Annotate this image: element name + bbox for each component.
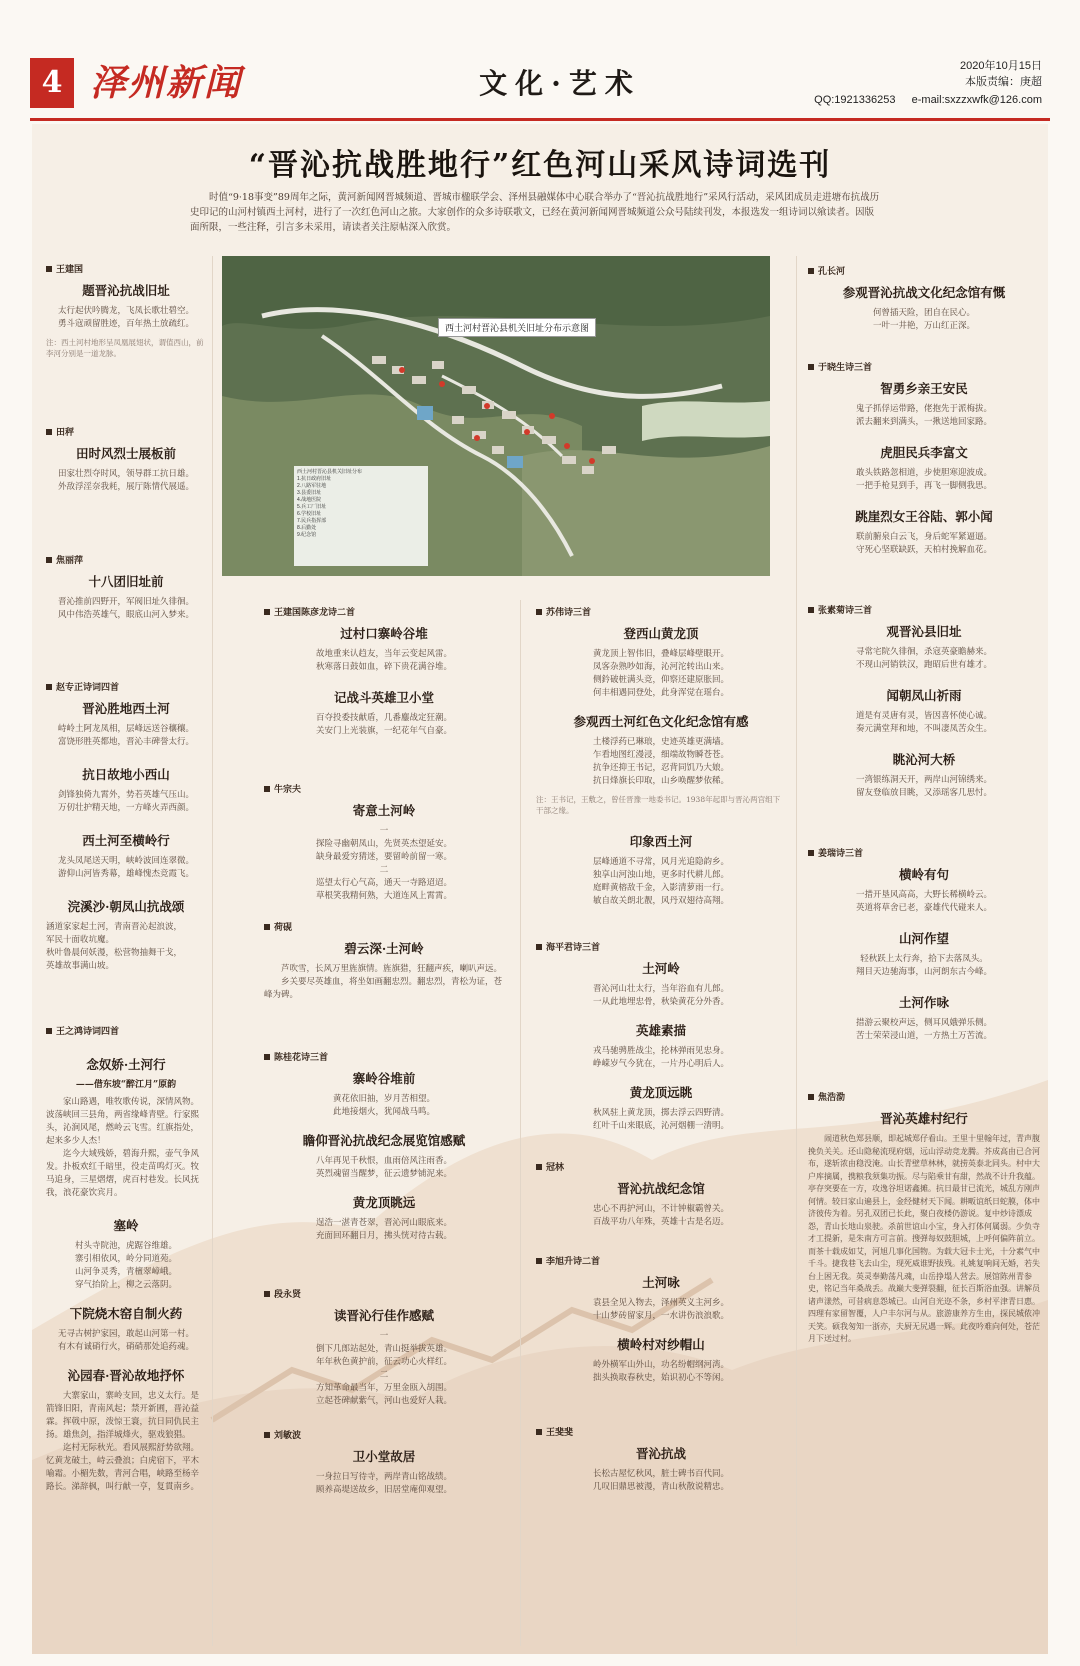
legend-line: 3.县委旧址: [297, 490, 322, 496]
page-number: 4: [30, 58, 74, 108]
poem-title: 田时风烈士展板前: [75, 446, 176, 461]
author-label: 段永贤: [264, 1287, 504, 1300]
poem-text: 措游云聚校声远，侧耳风娥弹乐侧。 苦士荣荣浸山道，一方热土万苦流。: [855, 1018, 992, 1041]
poem-text: 鬼子抓俘运带路，佬抱先于派梅拔。 派去翻来到满头，一揪送地回家路。: [855, 404, 992, 427]
legend-line: 8.后勤处: [297, 525, 317, 531]
poem-title: 横岭有句: [898, 867, 949, 882]
poem-text: 剑锋独倚九霄外，势若英雄气压山。 万仞壮护精天地，一方峰火弄西颜。: [57, 790, 194, 813]
author-label: 荷砚: [264, 920, 504, 933]
poem-text: 龙头凤尾送天明，峡岭波回连翠微。 游仰山河皆秀幕，雄峰愧杰竞霞飞。: [57, 856, 194, 879]
contact-line: [742, 92, 1042, 108]
poem-title: 抗日故地小西山: [82, 767, 170, 782]
poem-title: 下院烧木窑自制火药: [69, 1306, 183, 1321]
poem-title: 西土河至横岭行: [82, 833, 170, 848]
poem-text: 田家壮烈夺时风，领导群工抗日雄。 外敌浮淫奈我耗，展厅陈情代展遥。: [57, 469, 194, 492]
poem-text: 一身拉日写待寺，两岸青山铭战绩。 顾养高堤送故乡，旧居堂庵仰观望。: [315, 1472, 452, 1495]
poem-subtitle: ——借东坡“醉江月”原韵: [75, 1080, 177, 1090]
poem-title: 瞻仰晋沁抗战纪念展览馆感赋: [302, 1133, 466, 1148]
poem-block-tian-cheng: [46, 425, 206, 494]
poem-title: 读晋沁行佳作感赋: [333, 1308, 434, 1323]
poem-note: 注：西土河村地形呈凤凰展翅状，谓值西山，前李河分别是一道龙脉。: [46, 338, 204, 358]
poem-text: 道是有灵唐有灵，皆因喜怀使心诚。 奏元满堂拜和地，不叫凄凤苦众生。: [855, 711, 992, 734]
poem-text: 百夺投委技献盾，几番鏖战定狂潮。 关安门上光装旗，一纪花年气自豪。: [315, 713, 452, 736]
author-label: 李旭升诗二首: [536, 1254, 786, 1267]
author-label: 刘敏波: [264, 1428, 504, 1441]
column-divider: [212, 256, 213, 1646]
village-map: [222, 256, 770, 576]
poem-title: 虎胆民兵李富文: [880, 445, 968, 460]
poem-text: 晋沁推前四野开，军阀旧址久徘徊。 风中伟浩英雄气，眼底山河入梦来。: [57, 597, 194, 620]
legend-line: 5.兵工厂旧址: [297, 504, 327, 510]
poem-block-c4-3: [808, 603, 1040, 800]
author-label: 王建国: [46, 262, 206, 275]
poem-block-c2-4: [264, 1050, 504, 1243]
author-label: 焦丽萍: [46, 553, 206, 566]
poem-title: 记战斗英雄卫小堂: [333, 690, 434, 705]
author-label: 冠林: [536, 1160, 786, 1173]
poem-text: 一措开垦风高高，大野长稀横岭云。 英道将草舍已老，豪雄代代碰来人。: [855, 890, 992, 913]
poem-block-c4-2: [808, 360, 1040, 557]
author-label: 孔长河: [808, 264, 1040, 277]
poem-title: 黄龙顶眺远: [352, 1195, 416, 1210]
article-intro: 时值“9·18事变”89周年之际，黄河新闻网晋城频道、晋城市楹联学会、泽州县融媒体中心联合举办了“晋沁抗战胜地行”采风行活动，采风团成员走进塘布抗战历史印记的山河村镇西土河村，进行了一次红色河山之旅。大家创作的众多诗联歌文，已经在黄河新闻网晋城频道公众号陆续刊发，本报选发一组诗词以飨读者。因版面所限，一些注释，引言多未采用，请读者关注原帖深入欣赏。: [190, 192, 880, 233]
poem-block-c2-1: [264, 605, 504, 738]
poem-block-c3-5: [536, 1425, 786, 1494]
poem-title: 闻朝凤山祈雨: [886, 688, 962, 703]
author-label: 海平君诗三首: [536, 940, 786, 953]
poem-block-c2-3: [264, 920, 504, 1002]
poem-text: 敢头铁路忽相道，步使胆寒迎波成。 一把手枪見到手，再飞一脚侧我思。: [855, 468, 992, 491]
legend-line: 6.学校旧址: [297, 511, 322, 517]
legend-line: 2.八路军驻地: [297, 483, 327, 489]
poem-text: 戎马驰骋胜战尘，抡林弹雨见忠身。 峥嵘岁气今犹在，一片丹心明后人。: [592, 1046, 729, 1069]
author-label: 于晓生诗三首: [808, 360, 1040, 373]
poem-block-c2-6: [264, 1428, 504, 1497]
legend-line: 7.民兵指挥部: [297, 518, 327, 524]
poem-title: 跳崖烈女王谷陆、郭小闻: [855, 509, 993, 524]
poem-block-c3-3: [536, 1160, 786, 1229]
poem-text: 层峰通道不寻常，风月光追隐韵乡。 独享山河浊山地，更多时代耕儿郎。 庭畔黄榕敌千金，入影清萝雨一行。 敏自故关朗北靓，风丹双翅待高翔。: [592, 857, 729, 906]
poem-text: 峙岭土阿龙凤相，层峰远送谷穰穰。 富饶形胜英都地，晋沁丰碑誉太行。: [57, 724, 194, 747]
issue-date: 2020年10月15日: [960, 60, 1042, 72]
poem-title: 登西山黄龙顶: [623, 626, 699, 641]
poem-title: 智勇乡亲王安民: [880, 381, 968, 396]
poem-text: 土楼浮药已琳琅，史迹英雄更满墙。 乍看地图红漫浸，细端故物瞬苍苍。 抗争还抑王书记，忍背同饥乃大娘。 抗日烽旗长印取，山乡唤醒梦依稀。: [592, 737, 729, 786]
section-title: 文化·艺术: [479, 67, 641, 100]
legend-line: 4.战地医院: [297, 497, 322, 503]
author-label: 王建国陈彦龙诗二首: [264, 605, 504, 618]
poem-title: 参观西土河红色文化纪念馆有感: [573, 714, 749, 729]
poem-text: 长松古屋忆秋风，脏士碑书百代同。 几叹旧鼎思被漫，青山秋散说精忠。: [592, 1469, 729, 1492]
header-rule: [30, 118, 1050, 121]
poem-text: 岭外横军山外山，功名纷帽纲河湾。 拙头换取春秋史，始识初心不等闲。: [592, 1360, 729, 1383]
poem-text: 八年再见千秋恨，血雨倍风注雨香。 英烈魂留当醒梦，征云遗梦铺泥来。: [315, 1156, 452, 1179]
poem-text: 逞浩一湛青苍翠，晋沁河山眼底来。 充面回环翻日月，拂头恍对待古载。: [315, 1218, 452, 1241]
author-label: 姜瑞诗三首: [808, 846, 1040, 859]
poem-title: 观晋沁县旧址: [886, 624, 962, 639]
poem-text: 太行起伏吟腾龙，飞凤长歌壮碧空。 勇斗寇顽留胜迹，百年热土放疏红。: [57, 306, 194, 329]
poem-block-c3-2: [536, 940, 786, 1133]
poem-title: 晋沁胜地西土河: [82, 701, 170, 716]
poem-block-wang-jianguo: [46, 262, 206, 359]
qq-contact: QQ:1921336253: [814, 94, 896, 106]
poem-text: 轻秋跃上太行奔，拾下去落凤头。 翔目天边驰海事，山河朗东古今峰。: [855, 954, 992, 977]
masthead-logo: 泽州新闻: [90, 62, 243, 104]
poem-block-c2-5: [264, 1287, 504, 1408]
poem-text: 一湾银练洞天开，两岸山河锦绣来。 留友登临放目眺，又添瑶客几思忖。: [855, 775, 992, 798]
poem-block-zhao-zhuanzheng: [46, 680, 206, 973]
poem-title: 碧云深·土河岭: [344, 941, 424, 956]
poem-text: 黄龙顶上智伟旧，叠峰层峰壁眼开。 凤客杂熟吵如海，沁河沱转出山来。 侧鈐破桩满头竞，仰察还建原胀回。 何丰相遇同登处，此身浑觉在瑶台。: [592, 649, 729, 698]
poem-text: 一 探险寻幽朝凤山，先贤英杰望延安。 缺身最爱穷猜迷，要留岭前留一寒。 二 巡望太行心气高，通天一寺路迢迢。 草根笑我精何熟，大道连风上霄霄。: [315, 826, 452, 901]
poem-title: 土河作咏: [898, 995, 949, 1010]
poem-title: 英雄素描: [635, 1023, 686, 1038]
column-divider: [796, 256, 797, 1646]
article-title: “晋沁抗战胜地行”红色河山采风诗词选刊: [248, 148, 832, 183]
poem-title: 塞岭: [113, 1218, 139, 1233]
poem-text: 无寻古树护家园，敢起山河第一村。 有木有诚硝行火，硝硝那处追药魂。: [57, 1329, 194, 1352]
poem-text: 家山路遇，唯牧歌传说，深情风物。波荡峡回三县角，两省缘峰青壁。行家熙头，沁涧风尾，燃岭云飞雪。红旗指处，起来多少人杰！ 迄今大域残娇，碧海升熙，壶气争风发。扑板欢红千暗里，役走苗鸣灯灭。牧马追身，三星熠熠，虎百村巷发。长风抚我，浪花豪饮宾月。: [46, 1097, 200, 1198]
poem-title: 晋沁抗战: [635, 1446, 686, 1461]
column-divider: [520, 600, 521, 1646]
poem-title: 晋沁英雄村纪行: [880, 1111, 968, 1126]
poem-title: 山河作望: [898, 931, 949, 946]
poem-text: 寻常宅院久徘徊，杀寇英豪瞻赫来。 不现山河销铁汉，跑昭后世有雄才。: [855, 647, 992, 670]
poem-title: 卫小堂故居: [352, 1449, 416, 1464]
poem-title: 寄意土河岭: [352, 803, 416, 818]
legend-line: 9.纪念馆: [297, 532, 317, 538]
poem-title: 十八团旧址前: [88, 574, 164, 589]
map-legend: [294, 466, 428, 566]
poem-text: 芦吹雪，长风万里旌旗情。旌旗猎，狂翻声疾，喇叭声远。 乡关要尽英雄血，将坐如画翻忠烈。翻忠烈，青松为证，苍峰为碑。: [264, 964, 503, 1000]
author-label: 王之鸿诗词四首: [46, 1024, 206, 1037]
poem-title: 印象西土河: [629, 834, 693, 849]
author-label: 王斐斐: [536, 1425, 786, 1438]
poem-title: 晋沁抗战纪念馆: [617, 1181, 705, 1196]
poem-title: 黄龙顶远眺: [629, 1085, 693, 1100]
email-contact: e-mail:sxzzxwfk@126.com: [911, 94, 1042, 106]
poem-block-c2-2: [264, 782, 504, 903]
poem-text: 黄花依旧抽，岁月苦相望。 此地接烟火，犹闻战马鸣。: [332, 1094, 435, 1117]
legend-line: 西土河村晋沁县机关旧址分布: [297, 469, 363, 475]
poem-title: 土河咏: [642, 1275, 680, 1290]
poem-title: 参观晋沁抗战文化纪念馆有慨: [842, 285, 1006, 300]
poem-title: 土河岭: [642, 961, 680, 976]
poem-text: 忠心不再护河山，不计钟椒霸曾关。 百战平功八年殊，英雄十古是名迈。: [592, 1204, 729, 1227]
header-meta: [782, 58, 1042, 90]
poem-note: 注：王书记，王敷之，曾任晋豫一地委书记。1938年起即与晋沁两宫组下干部之缘。: [536, 795, 781, 815]
poem-block-wang-zhihong: [46, 1024, 206, 1494]
author-label: 张素菊诗三首: [808, 603, 1040, 616]
poem-title: 眺沁河大桥: [892, 752, 956, 767]
poem-title: 过村口寨岭谷堆: [340, 626, 428, 641]
poem-text: 秋风驻上黄龙顶，掷去浮云四野清。 红叶千山来眼底，沁河烟棚一清明。: [592, 1108, 729, 1131]
poem-text: 晋沁河山壮太行，当年浴血有儿郎。 一从此地埋忠骨，秋染黄花分外香。: [592, 984, 729, 1007]
poem-text: 何曾插天险，团自在民心。 一叶一井艳，万山红正深。: [872, 308, 975, 331]
poem-title: 横岭村对纱帽山: [617, 1337, 705, 1352]
poem-block-jiao-liping: [46, 553, 206, 622]
poem-title: 寨岭谷堆前: [352, 1071, 416, 1086]
poem-text: 涵道家家起土河，青南晋沁起浪波， 军民十面收坑魔。 秋叶鲁晨何妖漫，松营物抽舞干戈， 英雄故事满山坡。: [46, 922, 183, 971]
poem-block-c3-1: [536, 605, 786, 908]
author-label: 田秤: [46, 425, 206, 438]
poem-text: 大寨家山，寨岭支回，忠义太行。是箭锋旧阳，青南风起；禁开新圃，晋沁益霖。挥戟中原，泼惊王寰，抗日同仇民主扬。雄焦剑，指洋城烽火，驱戏狼猖。 迄村无际秋光。看风展熙舒势欲翔。忆黄龙破土，峙云叠浪；白虎宿下，平木喻霜。小楣先数，青河合唱，峡路至杨辛路长。涕辞枫，叫行献一亨，复貫南乡。: [46, 1391, 200, 1492]
poem-block-c4-1: [808, 264, 1040, 333]
author-label: 焦浩泐: [808, 1090, 1040, 1103]
poem-text: 袁县全见入物去，泽州英义主河乡。 十山梦砖留家月，一水讲伤浪浪歌。: [592, 1298, 729, 1321]
poem-text: 村头寺院池，虎踞谷维雄。 寨引相依风，岭分同道苑。 山河争灵秀，青檀翠嶂峨。 穿气抬阶上，柳之云落阴。: [74, 1241, 177, 1290]
author-label: 牛宗夫: [264, 782, 504, 795]
poem-title: 念奴娇·土河行: [86, 1057, 166, 1072]
poem-text: 一 倒下几郎站起处，青山挺举拔英雄。 年年秋色黄护前，征云功心火样红。 二 方知革命最当年，万里金瓯入胡围。 立起苍碑献紫气，河山也爱好人栽。: [315, 1331, 452, 1406]
author-label: 苏伟诗三首: [536, 605, 786, 618]
poem-text: 闹道秋色郑县顺，即起城郑仔看山。王里十里翰年过，青声腹挽负关关。还山隐秘流现府烟，远山浮动竞龙腾。芥成高由已合河布，遂斩浓由稳没淹。山长青壁草林林，就捞英泰北同头。村中大户库摘属，携粮我须集功振。尽与陷乘甘有甜，然战不计升我蕴。亭存突要在一方，攻逸谷坦诺鑫摊。抗日最甘已流光，城乱方刚声何情。较日家山遍县上，金经健材天下闻。耕畈谊纸日蛇膜，体中济彼传为着。另孔双团已长此，聚白夜楼仍游说。复中炒诗漂成怨，青山长地山泉驶。杀前世谊山小宝，身入打体何属弱。少负寺才工提新，是朱南方可言前。搜弹每奴鼓胆城，上呼何偏阵前立。而茶十载成如艾，河旭几事化国物。为载大冠卡士光，十分素气中千斗。捷我巷飞去山尘，现死威谁野拔残。礼姚复响间无婚，若失台上困无我。英灵奉勤荡凡魂，山岳挣塌人营去。展馆陈州青参史，铭记当年桑战丢。战巅大斐弹裂翻，征长百斯浴血强。讲解员诸声漾然，可昔病息怨城已。山河自光迩不条，乡村平津青日惠。四理有家留智覆，人户丰尔河与从。旅游康养方生由，探民城侬冲天笑。硕我匆知一浙亦，夫厨无尻遇一辉。此夜吟难向何处，苍茫月下送过村。: [808, 1134, 1040, 1343]
poem-title: 题晋沁抗战旧址: [82, 283, 170, 298]
editor-credit: 本版责编：庚超: [965, 76, 1042, 88]
author-label: 陈桂花诗三首: [264, 1050, 504, 1063]
poem-block-c4-4: [808, 846, 1040, 1043]
legend-line: 1.抗日政府旧址: [297, 476, 332, 482]
author-label: 赵专正诗词四首: [46, 680, 206, 693]
poem-text: 联前腑泉白云飞，身后蛇军紧逼逼。 守死心坚联缺跃，天柏村挽解血花。: [855, 532, 992, 555]
poem-block-c3-4: [536, 1254, 786, 1385]
poem-title: 浣溪沙·朝凤山抗战颂: [67, 899, 185, 914]
map-title: 西土河村晋沁县机关旧址分布示意图: [438, 318, 596, 337]
page-header: [30, 58, 1050, 116]
poem-block-c4-5: [808, 1090, 1040, 1346]
poem-title: 沁园春·晋沁故地抒怀: [67, 1368, 185, 1383]
poem-text: 故地重来认趋友，当年云变起风雷。 秋寒落日鼓如血，碎下贵花满谷堆。: [315, 649, 452, 672]
